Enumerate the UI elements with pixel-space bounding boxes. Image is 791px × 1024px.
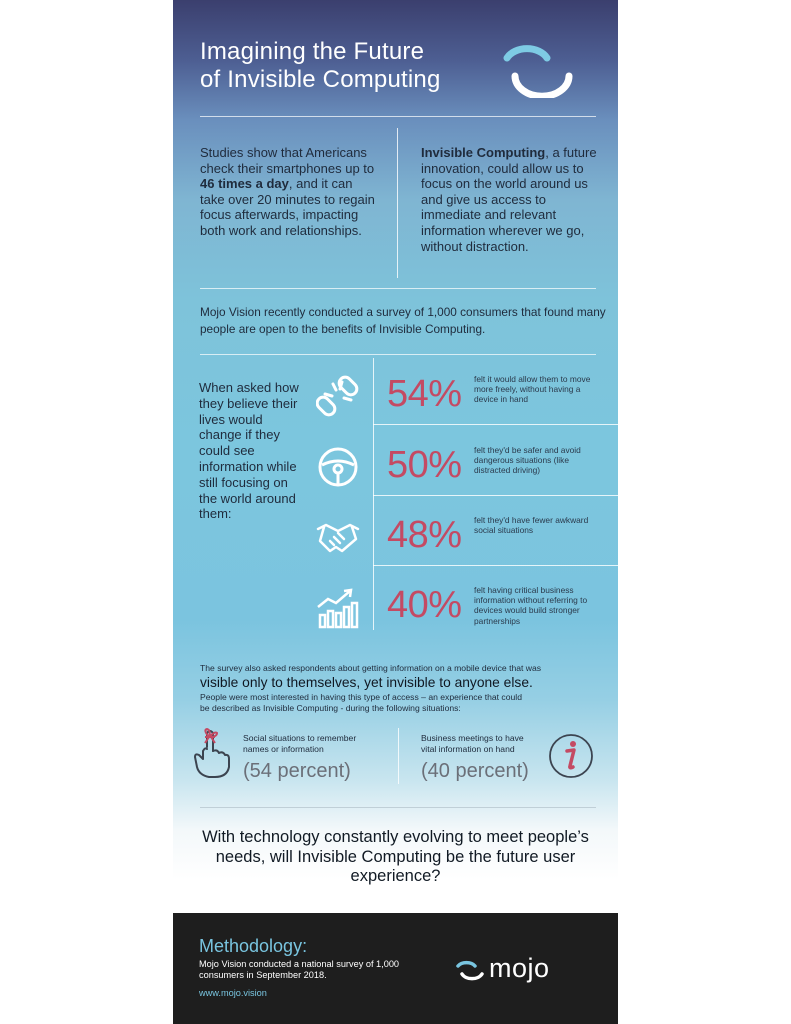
footer (173, 913, 618, 1024)
steering-wheel-icon (316, 445, 360, 489)
infographic (173, 0, 618, 1024)
broken-chain-icon (316, 374, 360, 418)
finger-ribbon-icon (189, 727, 233, 781)
divider (373, 565, 618, 566)
intro-right-post: , a future innovation, could allow us to focus on the world around us and give us access to immediate and relevant information wherever we go, without distraction. (421, 145, 597, 254)
title-line-1: Imagining the Future (200, 38, 425, 65)
situation-label: Business meetings to have vital information on hand (421, 733, 524, 754)
stat-percent: 50% (387, 444, 462, 486)
intro-left-bold: 46 times a day (200, 176, 289, 192)
stat-row (308, 433, 618, 501)
private-info-follow: People were most interested in having this type of access – an experience that could be described as Invisible Computing - during the following situations: (200, 692, 522, 713)
situations-divider (398, 728, 399, 784)
stat-row (308, 503, 618, 571)
mojo-arc-logo-icon (501, 38, 581, 98)
stat-percent: 48% (387, 514, 462, 556)
situation-percent: (40 percent) (421, 760, 529, 782)
closing-question: With technology constantly evolving to meet people’s needs, will Invisible Computing be the future user experience? (202, 828, 589, 885)
intro-left-text (200, 145, 378, 239)
divider (200, 354, 596, 355)
website-link[interactable]: www.mojo.vision (199, 988, 267, 998)
growth-chart-icon (316, 585, 360, 629)
survey-intro: Mojo Vision recently conducted a survey of 1,000 consumers that found many people are open to the benefits of Invisible Computing. (200, 305, 606, 336)
situation-percent: (54 percent) (243, 760, 351, 782)
divider (373, 495, 618, 496)
situation-label: Social situations to remember names or information (243, 733, 357, 754)
divider (200, 116, 596, 117)
stat-description: felt it would allow them to move more freely, without having a device in hand (474, 374, 591, 405)
intro-right-text (421, 145, 606, 254)
mojo-logo (455, 955, 575, 985)
divider (200, 807, 596, 808)
divider (373, 424, 618, 425)
intro-right-bold: Invisible Computing (421, 145, 546, 160)
page-title (200, 38, 441, 94)
stat-row (308, 362, 618, 430)
divider (200, 288, 596, 289)
private-info-lead: The survey also asked respondents about getting information on a mobile device that was (200, 663, 542, 673)
private-info-emphasis: visible only to themselves, yet invisible to anyone else. (200, 675, 533, 690)
mojo-wordmark: mojo (489, 953, 550, 983)
stat-description: felt having critical business information without referring to devices would build stronger partnerships (474, 585, 588, 626)
methodology-text: Mojo Vision conducted a national survey of 1,000 consumers in September 2018. (199, 959, 400, 980)
stat-percent: 54% (387, 373, 462, 415)
handshake-icon (316, 515, 360, 559)
info-circle-icon (547, 732, 595, 780)
question-side-text: When asked how they believe their lives would change if they could see information while still focusing on the world around them: (199, 380, 299, 522)
column-divider (397, 128, 398, 278)
title-line-2: of Invisible Computing (200, 66, 441, 93)
intro-left-post: , and it can take over 20 minutes to regain focus afterwards, impacting both work and relationships. (200, 176, 375, 238)
stat-percent: 40% (387, 584, 462, 626)
stat-description: felt they'd be safer and avoid dangerous situations (like distracted driving) (474, 445, 581, 476)
intro-left-pre: Studies show that Americans check their smartphones up to (200, 145, 375, 176)
stat-row (308, 573, 618, 641)
stat-description: felt they'd have fewer awkward social situations (474, 515, 589, 536)
methodology-title: Methodology: (199, 936, 308, 956)
mojo-logo-mark-icon (455, 957, 485, 983)
